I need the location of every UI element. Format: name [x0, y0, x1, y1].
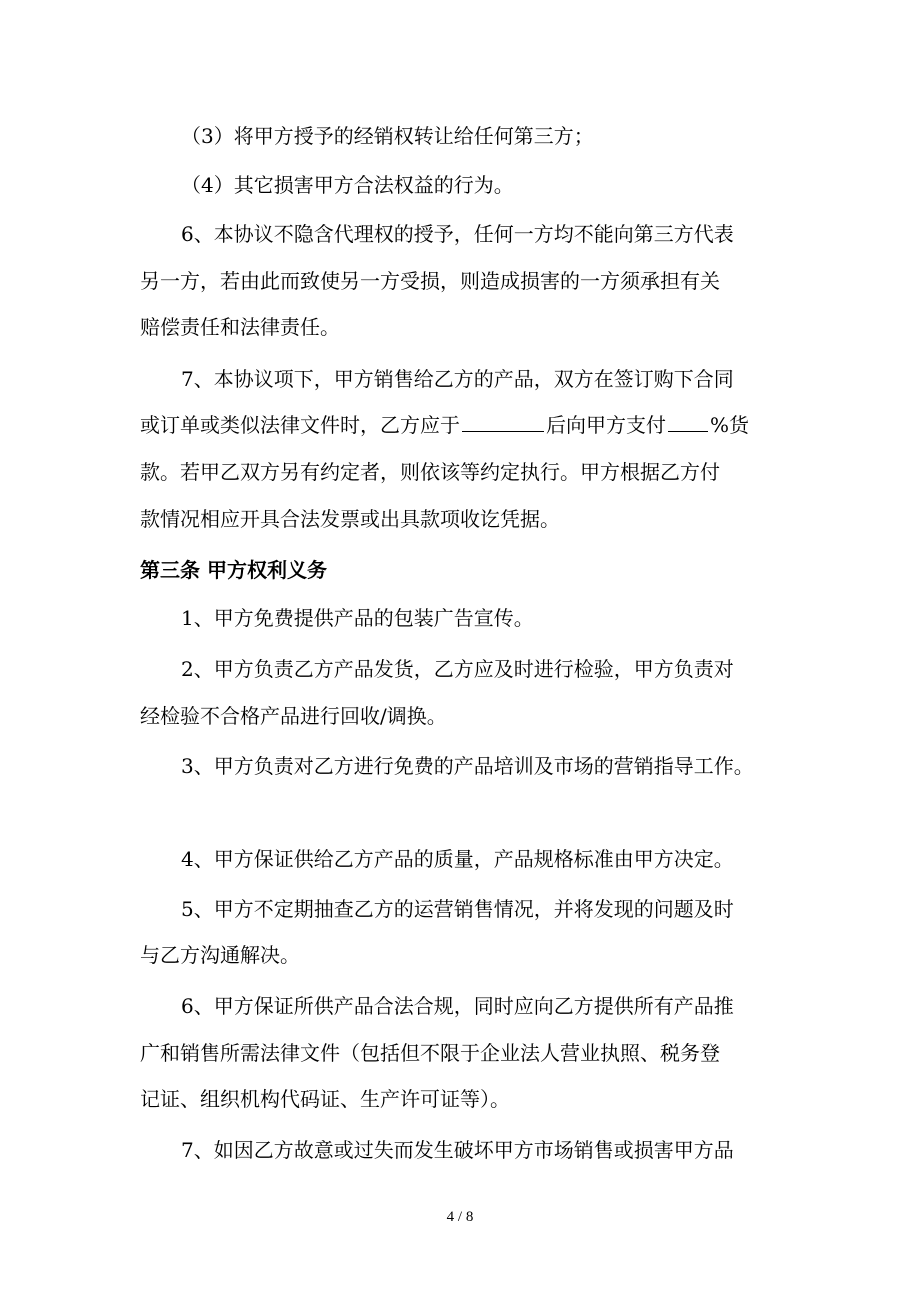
clause-7-text-b: 后向甲方支付 [546, 413, 666, 437]
party-a-item-5-line-1: 5、甲方不定期抽查乙方的运营销售情况，并将发现的问题及时 [181, 897, 734, 921]
clause-6-line-3: 赔偿责任和法律责任。 [140, 315, 340, 339]
clause-6-line-1: 6、本协议不隐含代理权的授予，任何一方均不能向第三方代表 [181, 222, 734, 246]
clause-7-line-2 [140, 411, 749, 439]
party-a-item-6-line-2: 广和销售所需法律文件（包括但不限于企业法人营业执照、税务登 [140, 1041, 720, 1065]
clause-7-text-c: %货 [710, 413, 750, 437]
clause-item-3: （3）将甲方授予的经销权转让给任何第三方； [181, 124, 594, 148]
party-a-item-1: 1、甲方免费提供产品的包装广告宣传。 [181, 606, 534, 630]
article-3-heading: 第三条 甲方权利义务 [140, 558, 327, 582]
party-a-item-2-line-2: 经检验不合格产品进行回收/调换。 [140, 704, 447, 728]
party-a-item-6-line-1: 6、甲方保证所供产品合法合规，同时应向乙方提供所有产品推 [181, 994, 734, 1018]
party-a-item-2-line-1: 2、甲方负责乙方产品发货，乙方应及时进行检验，甲方负责对 [181, 657, 734, 681]
party-a-item-6-line-3: 记证、组织机构代码证、生产许可证等）。 [140, 1087, 510, 1111]
clause-7-line-1: 7、本协议项下，甲方销售给乙方的产品，双方在签订购下合同 [181, 367, 734, 391]
clause-7-line-3: 款。若甲乙双方另有约定者，则依该等约定执行。甲方根据乙方付 [140, 460, 720, 484]
page-number: 4 / 8 [446, 1209, 474, 1225]
party-a-item-4: 4、甲方保证供给乙方产品的质量，产品规格标准由甲方决定。 [181, 847, 734, 871]
party-a-item-7-line-1: 7、如因乙方故意或过失而发生破坏甲方市场销售或损害甲方品 [181, 1138, 734, 1162]
clause-6-line-2: 另一方，若由此而致使另一方受损，则造成损害的一方须承担有关 [140, 269, 720, 293]
party-a-item-3: 3、甲方负责对乙方进行免费的产品培训及市场的营销指导工作。 [181, 754, 754, 778]
clause-7-text-a: 或订单或类似法律文件时，乙方应于 [140, 413, 460, 437]
payment-percent-blank [668, 411, 708, 432]
payment-time-blank [462, 411, 544, 432]
clause-7-line-4: 款情况相应开具合法发票或出具款项收讫凭据。 [140, 507, 560, 531]
party-a-item-5-line-2: 与乙方沟通解决。 [140, 943, 300, 967]
clause-item-4: （4）其它损害甲方合法权益的行为。 [181, 173, 514, 197]
